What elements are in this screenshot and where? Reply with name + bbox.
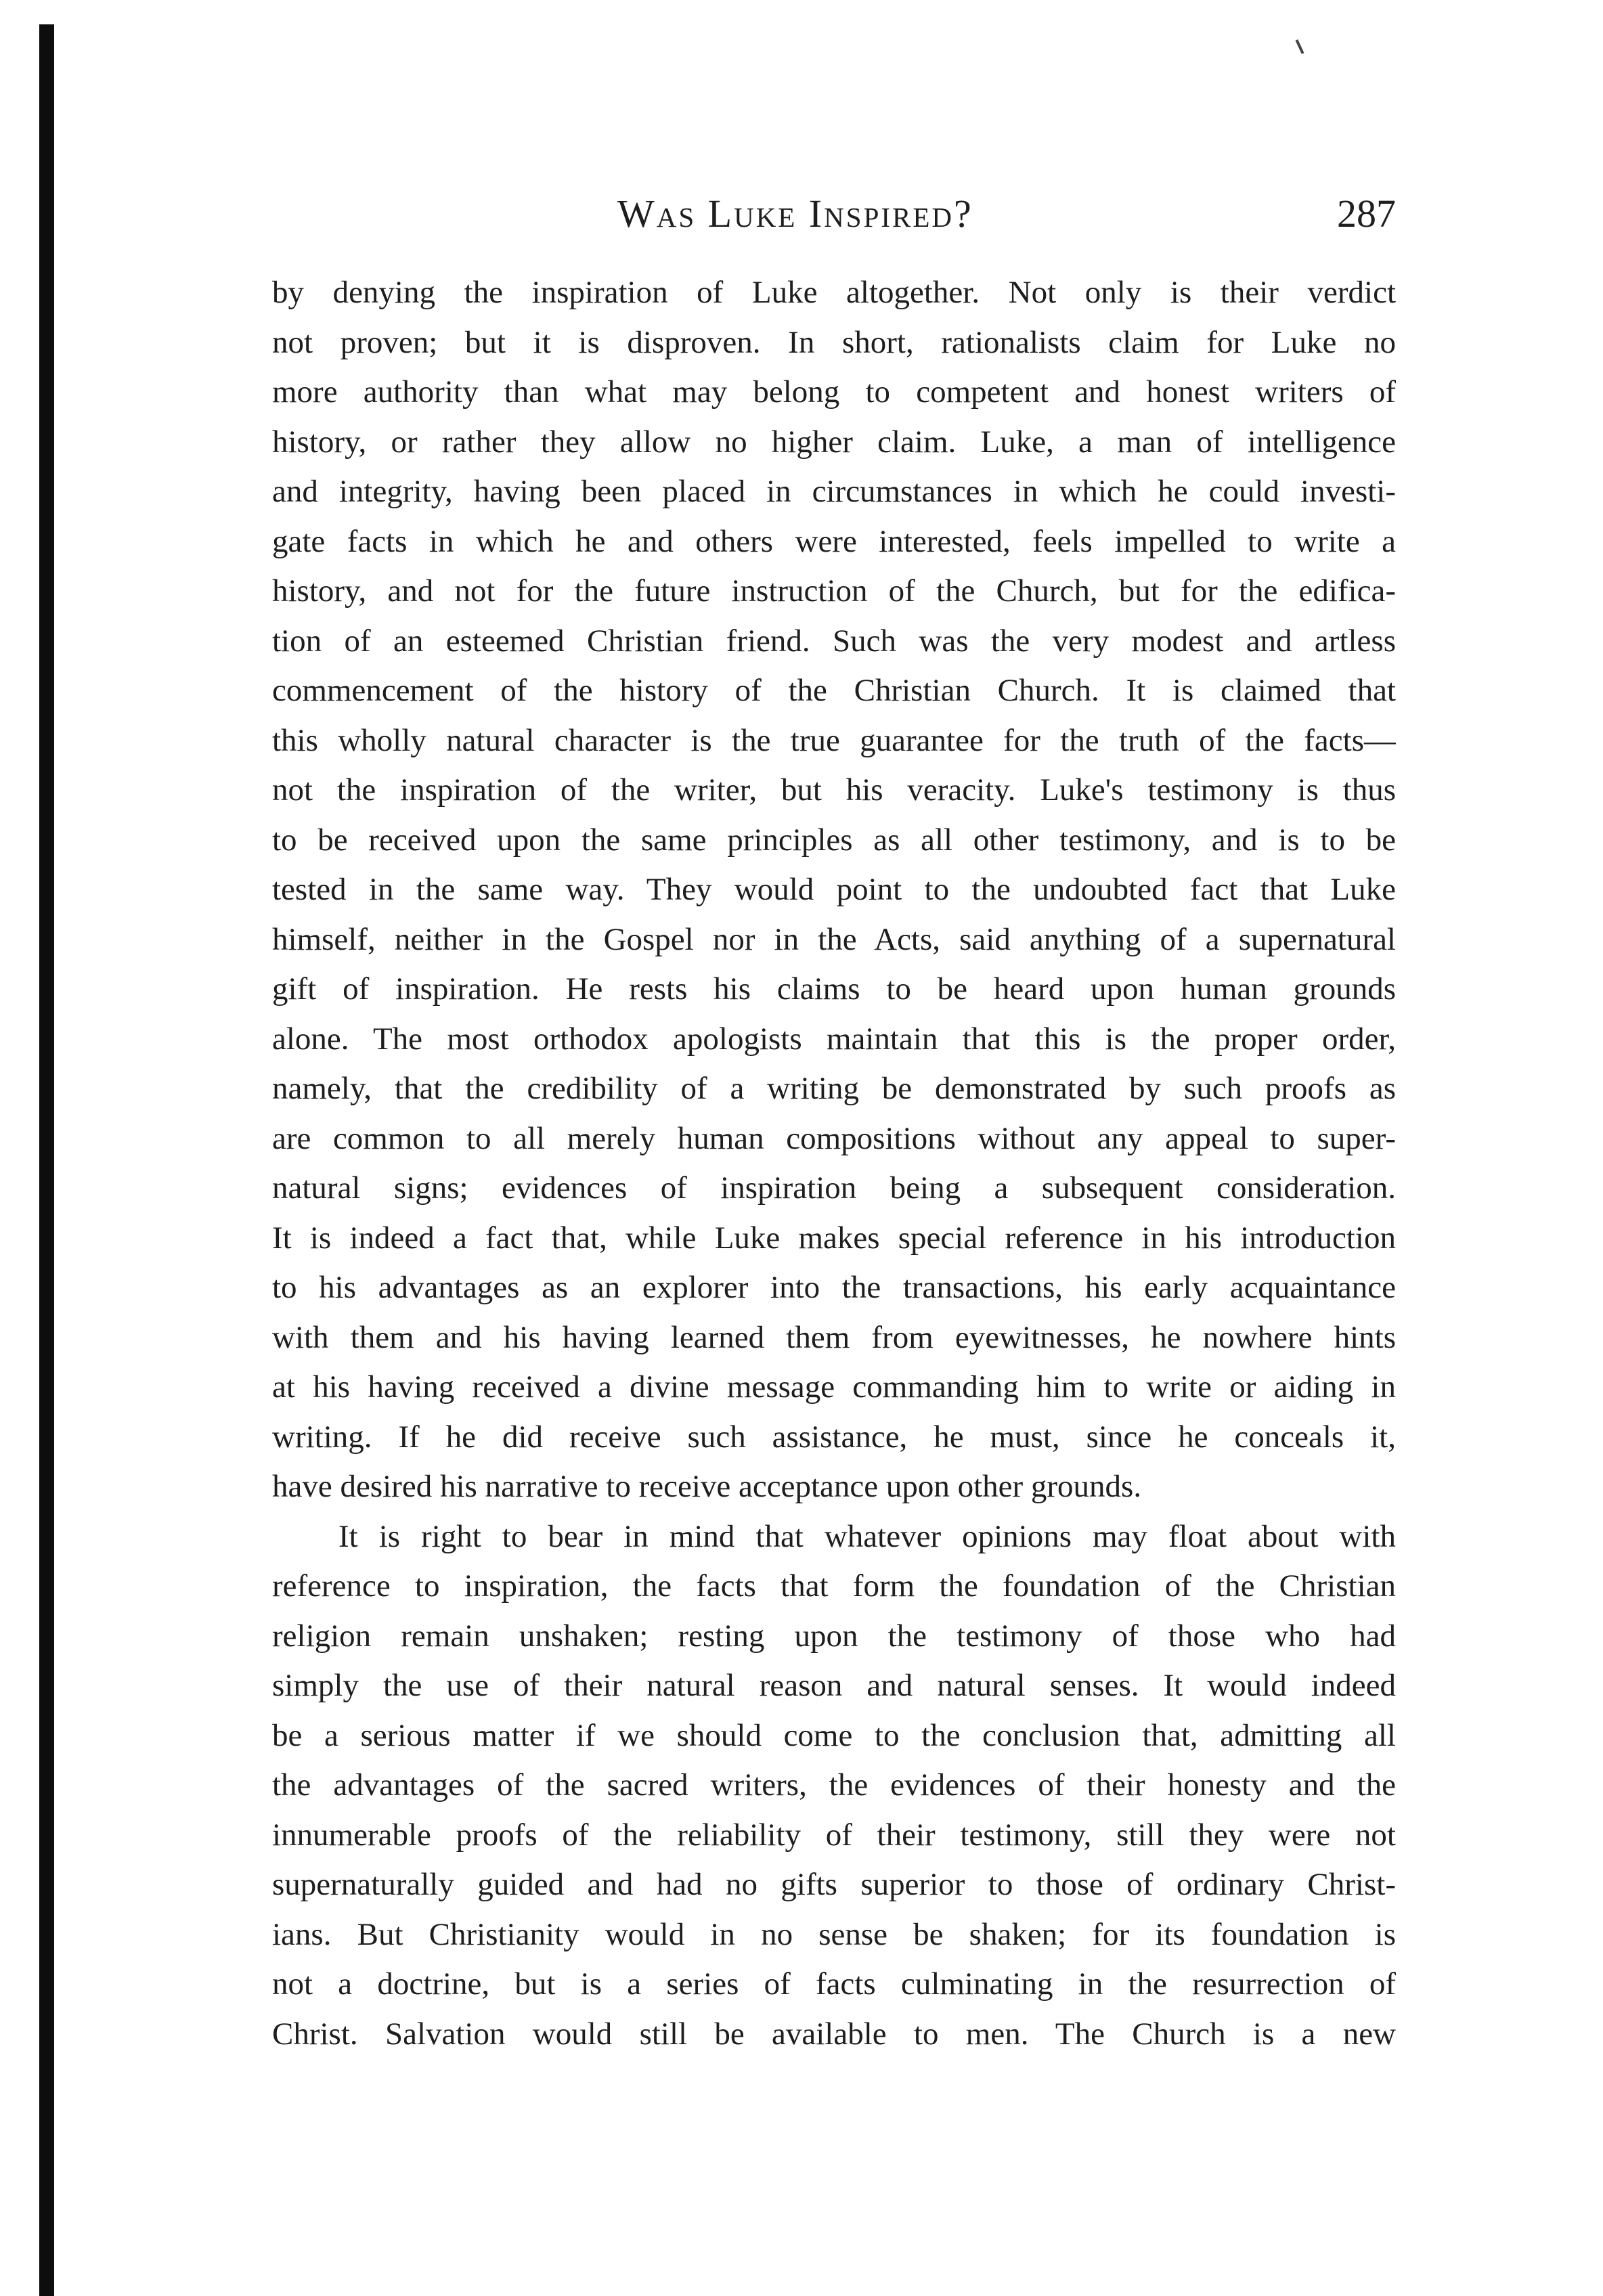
text-line: commencement of the history of the Christian Church. It is claimed that (272, 673, 1396, 708)
text-line: this wholly natural character is the true guarantee for the truth of the facts— (272, 722, 1396, 758)
body-text (272, 268, 1396, 2059)
text-line: tested in the same way. They would point to the undoubted fact that Luke (272, 872, 1396, 907)
text-line: to his advantages as an explorer into the transactions, his early acquaintance (272, 1270, 1396, 1305)
text-line: religion remain unshaken; resting upon the testimony of those who had (272, 1618, 1396, 1654)
text-line: natural signs; evidences of inspiration being a subsequent consideration. (272, 1170, 1396, 1206)
text-line: to be received upon the same principles as all other testimony, and is to be (272, 822, 1396, 858)
text-line: with them and his having learned them from eyewitnesses, he nowhere hints (272, 1319, 1396, 1355)
running-head (272, 191, 1396, 252)
text-line: himself, neither in the Gospel nor in the Acts, said anything of a supernatural (272, 921, 1396, 957)
text-line: Christ. Salvation would still be available to men. The Church is a new (272, 2016, 1396, 2052)
text-line: by denying the inspiration of Luke altogether. Not only is their verdict (272, 275, 1396, 310)
text-line: innumerable proofs of the reliability of their testimony, still they were not (272, 1817, 1396, 1853)
text-line: supernaturally guided and had no gifts superior to those of ordinary Christ- (272, 1867, 1396, 1902)
page-number: 287 (1337, 192, 1396, 236)
ink-mark (1296, 39, 1304, 54)
running-title: Was Luke Inspired? (617, 192, 973, 236)
text-line: It is right to bear in mind that whatever opinions may float about with (338, 1518, 1396, 1554)
text-line: have desired his narrative to receive acceptance upon other grounds. (272, 1469, 1142, 1504)
text-line: simply the use of their natural reason and natural senses. It would indeed (272, 1668, 1396, 1703)
text-line: gift of inspiration. He rests his claims to be heard upon human grounds (272, 971, 1396, 1007)
text-line: reference to inspiration, the facts that form the foundation of the Christian (272, 1568, 1396, 1604)
text-line: not proven; but it is disproven. In short, rationalists claim for Luke no (272, 324, 1396, 360)
text-line: gate facts in which he and others were interested, feels impelled to write a (272, 523, 1396, 559)
text-line: not a doctrine, but is a series of facts culminating in the resurrection of (272, 1966, 1396, 2002)
text-line: alone. The most orthodox apologists maintain that this is the proper order, (272, 1021, 1396, 1057)
text-line: It is indeed a fact that, while Luke makes special reference in his introduction (272, 1220, 1396, 1256)
text-line: tion of an esteemed Christian friend. Such was the very modest and artless (272, 623, 1396, 659)
text-line: are common to all merely human compositions without any appeal to super- (272, 1120, 1396, 1156)
text-line: not the inspiration of the writer, but his veracity. Luke's testimony is thus (272, 772, 1396, 808)
text-line: history, and not for the future instruction of the Church, but for the edifica- (272, 573, 1396, 609)
text-line: namely, that the credibility of a writing be demonstrated by such proofs as (272, 1071, 1396, 1106)
text-line: more authority than what may belong to competent and honest writers of (272, 374, 1396, 410)
text-line: be a serious matter if we should come to the conclusion that, admitting all (272, 1717, 1396, 1753)
book-binding-edge (39, 24, 54, 2296)
text-line: ians. But Christianity would in no sense be shaken; for its foundation is (272, 1916, 1396, 1952)
text-line: writing. If he did receive such assistance, he must, since he conceals it, (272, 1419, 1396, 1455)
text-line: at his having received a divine message commanding him to write or aiding in (272, 1369, 1396, 1405)
text-line: and integrity, having been placed in circumstances in which he could investi- (272, 474, 1396, 509)
text-line: history, or rather they allow no higher claim. Luke, a man of intelligence (272, 424, 1396, 460)
text-line: the advantages of the sacred writers, the evidences of their honesty and the (272, 1767, 1396, 1803)
